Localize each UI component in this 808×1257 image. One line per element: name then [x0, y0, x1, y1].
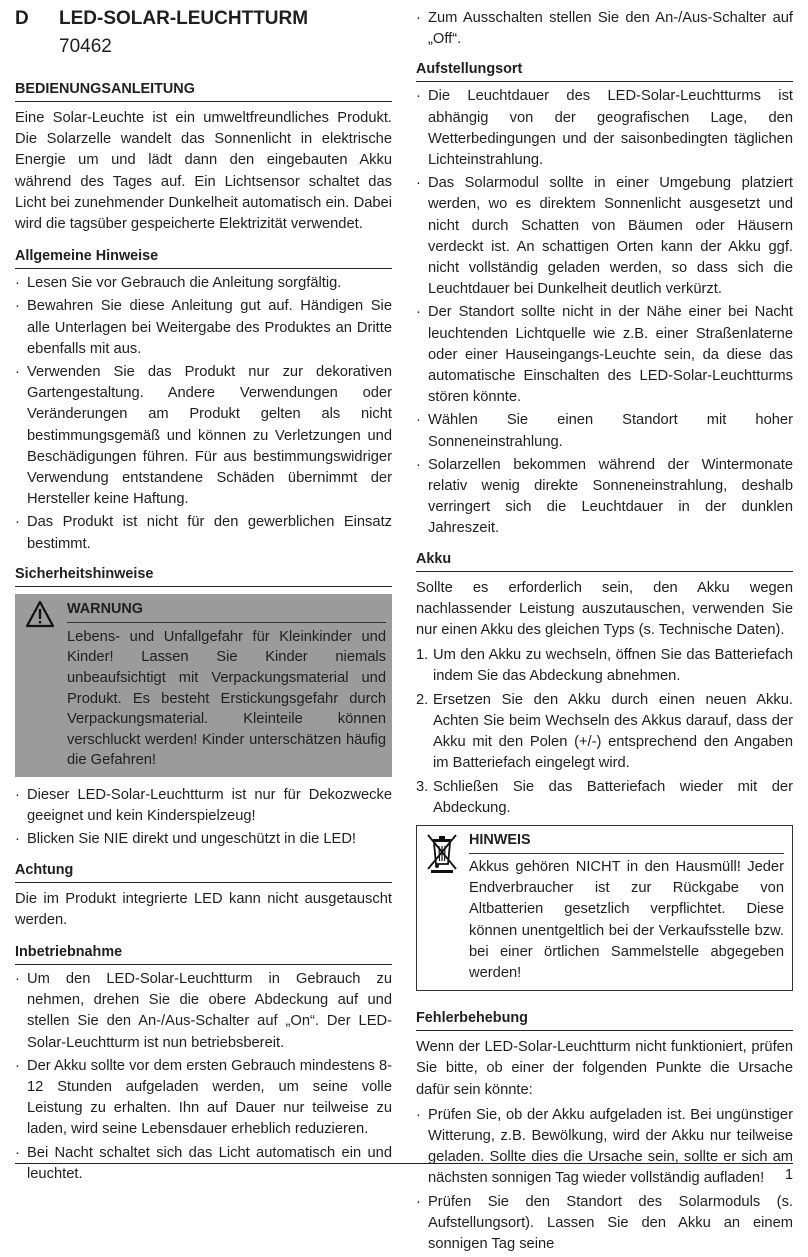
list-item: · Dieser LED-Solar-Leuchtturm ist nur für Dekozwecke geeignet und kein Kinderspielzeug!	[15, 785, 392, 827]
step-number: 1.	[416, 647, 429, 664]
section-title-troubleshooting: Fehlerbehebung	[416, 1009, 793, 1031]
document-header	[15, 8, 392, 78]
product-title: LED-SOLAR-LEUCHTTURM	[59, 8, 309, 29]
list-item: · Prüfen Sie, ob der Akku aufgeladen ist. Bei ungünstiger Witterung, z.B. Bewölkung, wird der Akku nur teilweise geladen. Sollte dies die Ursache sein, sollte er sich am nächsten sonnigen Tag wieder vollständig aufladen!	[416, 1105, 793, 1190]
language-code: D	[15, 8, 29, 29]
right-column	[416, 8, 793, 1257]
list-item: · Bewahren Sie diese Anleitung gut auf. Händigen Sie alle Unterlagen bei Weitergabe des Produktes an Dritte ebenfalls mit aus.	[15, 296, 392, 360]
list-item: · Der Akku sollte vor dem ersten Gebrauch mindestens 8-12 Stunden aufgeladen werden, um seine volle Leistung zu erhalten. Ihn auf Dauer nur teilweise zu laden, wird seine Lebensdauer erheblich reduzieren.	[15, 1056, 392, 1141]
manual-title: BEDIENUNGSANLEITUNG	[15, 80, 392, 102]
list-item: · Lesen Sie vor Gebrauch die Anleitung sorgfältig.	[15, 273, 392, 294]
crossed-out-bin-icon	[425, 831, 459, 873]
step-number: 2.	[416, 691, 429, 708]
troubleshooting-list	[416, 1105, 793, 1255]
intro-paragraph: Eine Solar-Leuchte ist ein umweltfreundliches Produkt. Die Solarzelle wandelt das Sonnenlicht in elektrische Energie um und lädt dann den eingebauten Akku während des Tages auf. Ein Lichtsensor schaltet das Licht bei zunehmender Dunkelheit automatisch ein. Dabei wird die tagsüber gespeicherte Elektrizität verwendet.	[15, 110, 392, 233]
section-title-location: Aufstellungsort	[416, 60, 793, 82]
list-item: · Die Leuchtdauer des LED-Solar-Leuchtturms ist abhängig von der geografischen Lage, den Wetterbedingungen und der saisonbedingten täglichen Lichteinstrahlung.	[416, 86, 793, 171]
section-title-battery: Akku	[416, 550, 793, 572]
list-item: · Um den LED-Solar-Leuchtturm in Gebrauch zu nehmen, drehen Sie die obere Abdeckung auf und stellen Sie den An-/Aus-Schalter auf „On“. Der LED-Solar-Leuchtturm ist nun betriebsbereit.	[15, 969, 392, 1054]
note-title: HINWEIS	[469, 830, 784, 854]
article-number: 70462	[59, 36, 112, 57]
list-item: · Der Standort sollte nicht in der Nähe einer bei Nacht leuchtenden Lichtquelle wie z.B. einer Straßenlaterne oder einer Hauseingangs-Leuchte sein, da diese das automatische Einschalten des LED-Solar-Leuchtturms stören könnte.	[416, 302, 793, 408]
note-box	[416, 825, 793, 991]
warning-title: WARNUNG	[67, 599, 386, 623]
step-item	[416, 777, 793, 819]
list-item: · Das Produkt ist nicht für den gewerblichen Einsatz bestimmt.	[15, 512, 392, 554]
list-item: · Prüfen Sie den Standort des Solarmoduls (s. Aufstellungsort). Lassen Sie den Akku an einem sonnigen Tag seine	[416, 1192, 793, 1256]
list-item: · Das Solarmodul sollte in einer Umgebung platziert werden, wo es direktem Sonnenlicht ausgesetzt und nicht durch Schatten von Bäumen oder Häusern verdeckt ist. An schattigen Orten kann der Akku ggf. nicht vollständig geladen werden, so dass sich die Leuchtdauer bei Dunkelheit deutlich verkürzt.	[416, 173, 793, 300]
page-number: 1	[784, 1167, 793, 1183]
warning-text: Lebens- und Unfallgefahr für Kleinkinder und Kinder! Lassen Sie Kinder niemals unbeaufsichtigt mit Verpackungsmaterial und Produkt. Es besteht Erstickungsgefahr durch Verpackungsmaterial. Kleinteile können verschluckt werden! Kinder unterschätzen häufig die Gefahren!	[67, 628, 386, 769]
list-item: · Solarzellen bekommen während der Wintermonate relativ wenig direkte Sonneneinstrahlung, deshalb verringert sich die Leuchtdauer in der dunklen Jahreszeit.	[416, 455, 793, 540]
step-text: Um den Akku zu wechseln, öffnen Sie das Batteriefach indem Sie das Abdeckung abnehmen.	[433, 647, 793, 685]
step-number: 3.	[416, 778, 429, 795]
startup-continued-list	[416, 8, 793, 50]
footer-divider	[15, 1163, 793, 1164]
section-title-safety: Sicherheitshinweise	[15, 565, 392, 587]
left-column	[15, 80, 392, 1187]
note-text: Akkus gehören NICHT in den Hausmüll! Jeder Endverbraucher ist zur Rückgabe von Altbatterien gesetzlich verpflichtet. Diese können unentgeltlich bei der Verkaufsstelle bzw. bei einer örtlichen Sammelstelle abgegeben werden!	[469, 858, 784, 981]
section-title-general: Allgemeine Hinweise	[15, 247, 392, 269]
section-title-startup: Inbetriebnahme	[15, 943, 392, 965]
warning-triangle-icon	[25, 600, 55, 628]
troubleshooting-intro: Wenn der LED-Solar-Leuchtturm nicht funktioniert, prüfen Sie bitte, ob einer der folgenden Punkte die Ursache dafür sein könnte:	[416, 1039, 793, 1098]
step-text: Schließen Sie das Batteriefach wieder mit der Abdeckung.	[433, 778, 793, 816]
step-item	[416, 645, 793, 687]
list-item: · Bei Nacht schaltet sich das Licht automatisch ein und leuchtet.	[15, 1143, 392, 1185]
startup-list	[15, 969, 392, 1185]
step-text: Ersetzen Sie den Akku durch einen neuen Akku. Achten Sie beim Wechseln des Akkus darauf, dass der Akku mit den Polen (+/-) entsprechend den Angaben im Batteriefach eingelegt wird.	[433, 691, 793, 772]
list-item: · Wählen Sie einen Standort mit hoher Sonneneinstrahlung.	[416, 410, 793, 452]
general-list	[15, 273, 392, 555]
battery-intro: Sollte es erforderlich sein, den Akku wegen nachlassender Leistung auszutauschen, verwenden Sie nur einen Akku des gleichen Typs (s. Technische Daten).	[416, 579, 793, 639]
step-item	[416, 690, 793, 775]
warning-box	[15, 594, 392, 777]
section-title-attention: Achtung	[15, 861, 392, 883]
location-list	[416, 86, 793, 539]
attention-paragraph: Die im Produkt integrierte LED kann nicht ausgetauscht werden.	[15, 890, 392, 928]
list-item: · Zum Ausschalten stellen Sie den An-/Aus-Schalter auf „Off“.	[416, 8, 793, 50]
list-item: · Blicken Sie NIE direkt und ungeschützt in die LED!	[15, 829, 392, 850]
battery-steps	[416, 645, 793, 819]
safety-list	[15, 785, 392, 851]
list-item: · Verwenden Sie das Produkt nur zur dekorativen Gartengestaltung. Andere Verwendungen oder Veränderungen am Produkt gelten als nicht bestimmungsgemäß und können zu Verletzungen und Beschädigungen führen. Für aus bestimmungswidriger Verwendung entstandene Schäden übernimmt der Hersteller keine Haftung.	[15, 362, 392, 510]
